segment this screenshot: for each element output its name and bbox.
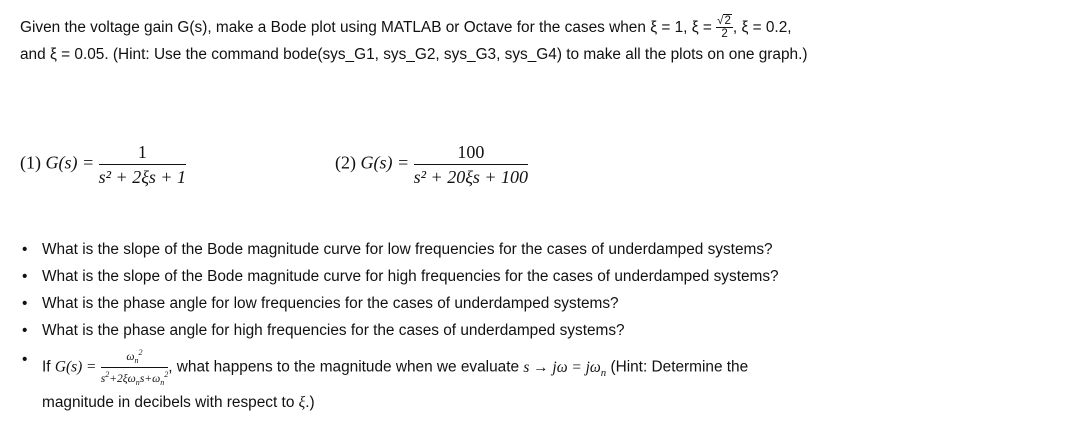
gs-lhs: G(s) = [54, 358, 97, 376]
intro-line2: and ξ = 0.05. (Hint: Use the command bode(sys_G1, sys_G2, sys_G3, sys_G4) to make all the plots on one graph.) [20, 46, 808, 63]
list-item: • What is the phase angle for low frequencies for the cases of underdamped systems? [22, 295, 619, 312]
equation-2-fraction: $\frac{100}{\text{s² + 20ξs + 100}}$ [413, 142, 529, 187]
sqrt2-over-2-fraction: $\frac{√2}{2}$ [717, 15, 731, 41]
question-list [20, 236, 1085, 416]
list-item: • What is the slope of the Bode magnitude curve for high frequencies for the cases of underdamped systems? [22, 268, 779, 285]
problem-intro [20, 14, 1080, 68]
list-item: • What is the phase angle for high frequencies for the cases of underdamped systems? [22, 322, 625, 339]
intro-text: Given the voltage gain G(s), make a Bode plot using MATLAB or Octave for the cases when ξ = 1, ξ = [20, 19, 717, 36]
list-item: • If G(s) = $\frac{\omega_n^2}{s^2+2\xi\omega_ns+\omega_n^2}$ , what happens to the magnitude when we evaluate $s \to j\omega = j\omega_n$ (Hint: Determine the magnitude in decibels with respect to ξ.) [22, 348, 749, 412]
equation-1-fraction: $\frac{1}{\text{s² + 2ξs + 1}}$ [98, 142, 187, 187]
equation-2-lhs: G(s) = [360, 152, 410, 173]
intro-text-mid: , ξ = 0.2, [732, 19, 792, 36]
list-item: • What is the slope of the Bode magnitude curve for low frequencies for the cases of underdamped systems? [22, 241, 773, 258]
equation-2: (2) G(s) = $\frac{100}{\text{s² + 20ξs + 100}}$ [335, 142, 529, 187]
equation-1-lhs: G(s) = [45, 152, 95, 173]
equation-1: (1) G(s) = $\frac{1}{\text{s² + 2ξs + 1}}$ [20, 142, 187, 187]
gs-fraction: $\frac{\omega_n^2}{s^2+2\xi\omega_ns+\omega_n^2}$ [100, 348, 169, 388]
